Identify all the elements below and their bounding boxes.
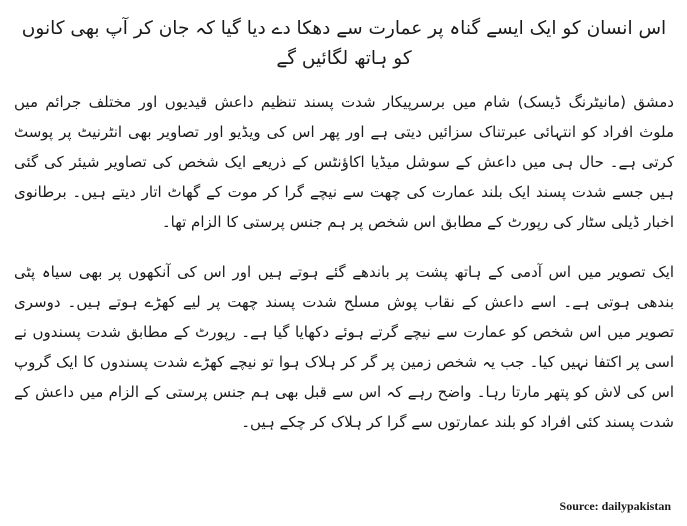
article-paragraph: ایک تصویر میں اس آدمی کے ہاتھ پشت پر باندھے گئے ہوتے ہیں اور اس کی آنکھوں پر بھی سیاہ پٹی بندھی ہوتی ہے۔ اسے داعش کے نقاب پوش مسلح شدت پسند چھت پر لیے کھڑے ہوتے ہیں۔ دوسری تصویر میں اس شخص کو عمارت سے نیچے گرتے ہوئے دکھایا گیا ہے۔ رپورٹ کے مطابق شدت پسندوں نے اسی پر اکتفا نہیں کیا۔ جب یہ شخص زمین پر گر کر ہلاک ہوا تو نیچے کھڑے شدت پسندوں کا ایک گروپ اس کی لاش کو پتھر مارتا رہا۔ واضح رہے کہ اس سے قبل بھی ہم جنس پرستی کے الزام میں داعش کے شدت پسند کئی افراد کو بلند عمارتوں سے گرا کر ہلاک کر چکے ہیں۔ <box>14 263 674 431</box>
article-headline: اس انسان کو ایک ایسے گناہ پر عمارت سے دھکا دے دیا گیا کہ جان کر آپ بھی کانوں کو ہاتھ لگائیں گے <box>21 18 667 69</box>
article-body <box>14 14 674 457</box>
source-credit: Source: dailypakistan <box>559 499 671 513</box>
article-paragraph: دمشق (مانیٹرنگ ڈیسک) شام میں برسرپیکار شدت پسند تنظیم داعش قیدیوں اور مختلف جرائم میں ملوث افراد کو انتہائی عبرتناک سزائیں دیتی ہے اور پھر اس کی ویڈیو اور تصاویر بھی انٹرنیٹ پر پوسٹ کرتی ہے۔ حال ہی میں داعش کے سوشل میڈیا اکاؤنٹس کے ذریعے ایک شخص کی تصاویر شیئر کی گئی ہیں جسے شدت پسند ایک بلند عمارت کی چھت سے نیچے گرا کر موت کے گھاٹ اتار دیتے ہیں۔ برطانوی اخبار ڈیلی سٹار کی رپورٹ کے مطابق اس شخص پر ہم جنس پرستی کا الزام تھا۔ <box>14 93 674 231</box>
